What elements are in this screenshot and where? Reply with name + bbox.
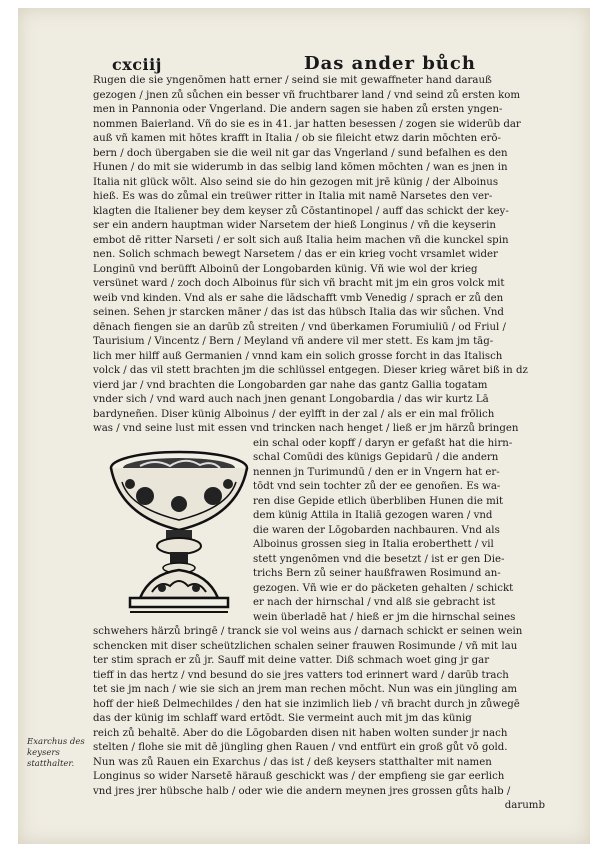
catchword: darumb (504, 800, 545, 811)
text-line: Rugen die sie yngenōmen hatt erner / seind sie mit gewaffneter hand darauß (93, 75, 492, 86)
text-line: men in Pannonia oder Vngerland. Die andern sagen sie haben zů ersten yngen- (93, 104, 503, 115)
text-line: nommen Baierland. Vñ do sie es in 41. jar hatten besessen / zogen sie widerūb dar (93, 118, 521, 130)
text-line: Alboinus grossen sieg in Italia eroberthett / vil (253, 539, 494, 550)
text-lines-bottom (93, 625, 551, 799)
text-line: klagten die Italiener bey dem keyser zů Cōstantinopel / auff das schickt der key- (93, 205, 509, 217)
text-line: ren dise Gepide etlich überbliben Hunen die mit (253, 495, 504, 507)
text-line: wein überladē hat / hieß er jm die hirnschal seines (253, 611, 516, 623)
text-line: weib vnd kinden. Vnd als er sahe die lādschafft vmb Venedig / sprach er zů den (93, 292, 504, 304)
text-line: dēnach fiengen sie an darūb zů streiten / vnd überkamen Forumiuliū / od Friul / (93, 321, 506, 333)
text-line: Hunen / do mit sie widerumb in das selbig land kōmen mōchten / wan es jnen in (93, 162, 508, 173)
text-line: seinen. Sehen jr starcken māner / das ist das hübsch Italia das wir sůchen. Vnd (93, 307, 504, 318)
text-line: versünet ward / zoch doch Alboinus für sich vñ bracht mit jm ein gros volck mit (93, 278, 505, 289)
text-line: Nun was zů Rauen ein Exarchus / das ist / deß keysers statthalter mit namen (93, 756, 492, 768)
text-line: reich zů behaltē. Aber do die Lōgobarden disen nit haben wolten sunder jr nach (93, 727, 508, 739)
text-line: embot dē ritter Narseti / er solt sich auß Italia heim machen vñ die kunckel spin (93, 234, 509, 246)
text-line: bern / doch übergaben sie die weil nit gar das Vngerland / sund befalhen es den (93, 147, 508, 159)
text-line: stett yngenōmen vnd die besetzt / ist er gen Die- (253, 553, 505, 565)
text-line: gezogen. Vñ wie er do päcketen gehalten / schickt (253, 582, 514, 594)
marginal-note: Exarchus des keysers statthalter. (27, 737, 85, 769)
woodcut-goblet-skull-cup-icon (100, 446, 258, 616)
text-line: schwehers härzů bringē / tranck sie vol weins aus / darnach schickt er seinen wein (93, 626, 523, 637)
text-line: schal Comūdi des künigs Gepidarū / die andern (253, 452, 499, 463)
text-line: Italia nit glück wōlt. Also seind sie do hin gezogen mit jrē künig / der Alboinus (93, 176, 499, 188)
text-line: er nach der hirnschal / vnd alß sie gebracht ist (253, 597, 496, 608)
text-line: Longinus so wider Narsetē härauß geschickt was / der empfieng sie gar eerlich (93, 771, 505, 782)
text-line: ser ein andern hauptman wider Narsetem der hieß Longinus / vñ die keyserin (93, 220, 496, 231)
text-line: volck / das vil stett brachten jm die schlüssel entgegen. Dieser krieg wāret biß in dz (93, 365, 528, 376)
text-line: stelten / flohe sie mit dē jüngling ghen Rauen / vnd entfürt ein groß gůt vō gold. (93, 742, 508, 753)
text-line: was / vnd seine lust mit essen vnd trincken nach henget / ließ er jm härzů bringen (93, 423, 519, 434)
text-line: trichs Bern zů seiner haußfrawen Rosimund an- (253, 568, 501, 579)
text-line: schencken mit diser scheützlichen schalen seiner frauwen Rosimunde / vñ mit lau (93, 640, 518, 652)
text-line: dem künig Attila in Italiā gezogen waren / vnd (253, 510, 493, 521)
text-line: nennen jn Turimundū / den er in Vngern hat er- (253, 466, 500, 478)
text-line: lich mer hilff auß Germanien / vnnd kam ein solich grosse forcht in das Italisch (93, 350, 503, 362)
text-line: nen. Solich schmach bewegt Narsetem / das er ein krieg vocht vrsamlet wider (93, 249, 498, 260)
text-line: Taurisium / Vincentz / Bern / Meyland vñ andere vil mer stett. Es kam jm tāg- (93, 336, 494, 347)
text-line: gezogen / jnen zů sůchen ein besser vñ fruchtbarer land / vnd seind zů ersten kom (93, 89, 521, 101)
text-line: tieff in das hertz / vnd besund do sie jres vatters tod erinnert ward / darūb trach (93, 669, 509, 681)
text-line: das der künig im schlaff ward ertōdt. Sie vermeint auch mit jm das künig (93, 713, 472, 724)
text-line: auß vñ kamen mit hōtes krafft in Italia / ob sie fileicht etwz darin mōchten erō- (93, 133, 501, 144)
text-line: bardyneñen. Diser künig Alboinus / der eylfft in der zal / als er ein mal frōlich (93, 408, 495, 420)
folio-number: cxciij (112, 55, 162, 74)
text-line: tōdt vnd sein tochter zů der ee genoñen. Es wa- (253, 481, 501, 492)
text-line: die waren der Lōgobarden nachbauren. Vnd als (253, 524, 500, 536)
text-line: vierd jar / vnd brachten die Longobarden gar nahe das gantz Gallia togatam (93, 379, 488, 391)
running-title: Das ander bůch (304, 53, 476, 74)
text-line: tet sie jm nach / wie sie sich an jrem man rechen mōcht. Nun was ein jüngling am (93, 684, 518, 695)
text-line: ter stim sprach er zů jr. Sauff mit deine vatter. Diß schmach woet ging jr gar (93, 655, 490, 666)
text-line: Longinū vnd berüfft Alboinū der Longobarden künig. Vñ wie wol der krieg (93, 263, 478, 275)
text-lines-top (93, 74, 551, 437)
text-line: hieß. Es was do zůmal ein treüwer ritter in Italia mit namē Narsetes den ver- (93, 191, 493, 202)
text-line: ein schal oder kopff / daryn er gefaßt hat die hirn- (253, 437, 513, 449)
text-line: vnder sich / vnd ward auch nach jnen genant Longobardia / das wir kurtz Lā (93, 394, 489, 405)
text-line: hoff der hieß Delmechildes / den hat sie inzimlich lieb / vñ bracht durch jn zůwegē (93, 698, 520, 710)
text-line: vnd jres jrer hübsche halb / oder wie die andern meynen jres grossen gůts halb / (93, 785, 511, 797)
body-text (93, 74, 551, 814)
